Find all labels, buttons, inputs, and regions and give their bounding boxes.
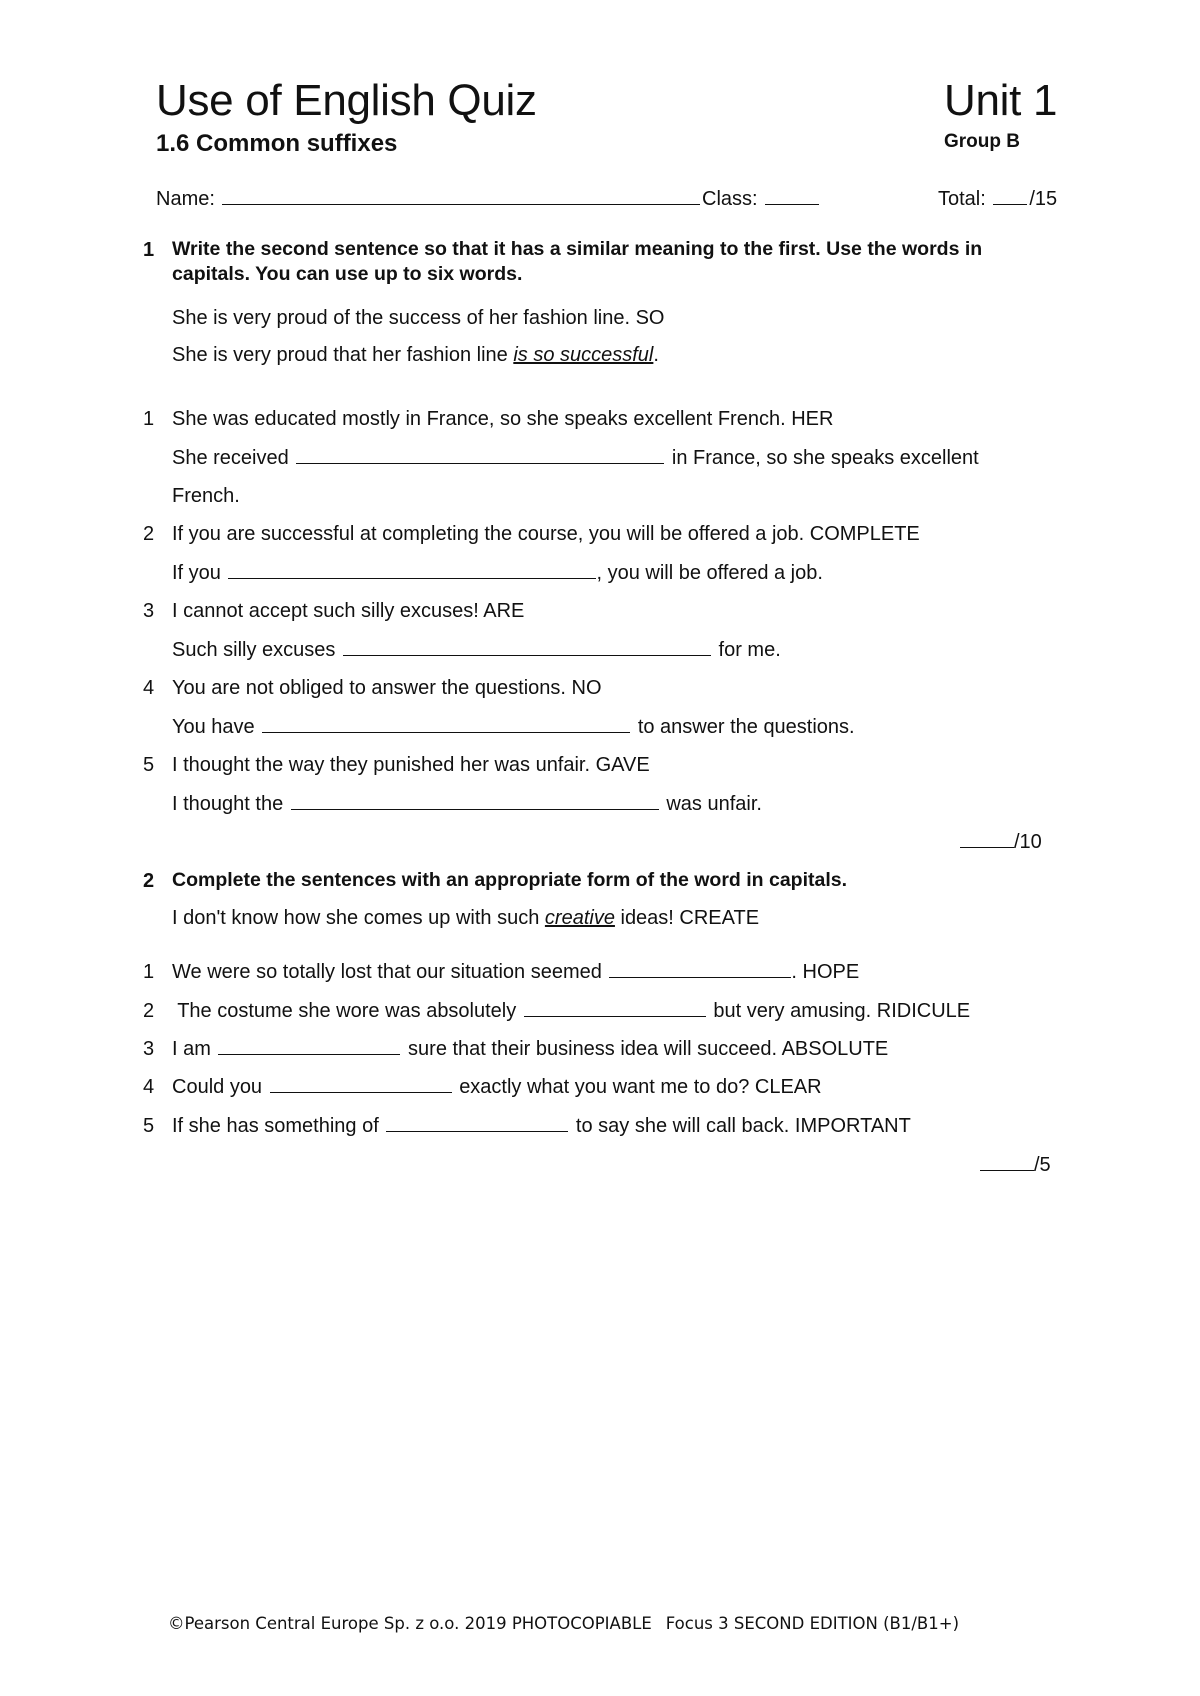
item-after: exactly what you want me to do? CLEAR bbox=[459, 1076, 822, 1098]
rewrite-after: for me. bbox=[718, 639, 781, 661]
exercise-2-number: 2 bbox=[143, 870, 155, 892]
group-label: Group B bbox=[944, 131, 1020, 152]
ex1-item-number: 4 bbox=[143, 677, 155, 699]
exercise-2-instruction: Complete the sentences with an appropriate form of the word in capitals. bbox=[172, 869, 848, 891]
answer-blank[interactable] bbox=[386, 1115, 568, 1132]
answer-blank[interactable] bbox=[228, 562, 596, 579]
ex2-item-number: 4 bbox=[143, 1076, 155, 1098]
item-after: . HOPE bbox=[791, 961, 860, 983]
class-label: Class: bbox=[702, 188, 758, 210]
score-blank[interactable] bbox=[980, 1154, 1034, 1171]
item-before: The costume she wore was absolutely bbox=[172, 1000, 517, 1022]
rewrite-before: She received bbox=[172, 447, 289, 469]
rewrite-after: , you will be offered a job. bbox=[596, 562, 823, 584]
ex2-item-number: 2 bbox=[143, 1000, 155, 1022]
score-blank[interactable] bbox=[960, 831, 1014, 848]
footer bbox=[168, 1614, 959, 1634]
ex1-item-rewrite bbox=[172, 638, 781, 662]
example-rewrite-before: She is very proud that her fashion line bbox=[172, 344, 514, 366]
ex1-item-sentence: You are not obliged to answer the questions. NO bbox=[172, 677, 602, 699]
exercise-1-example-sentence: She is very proud of the success of her fashion line. SO bbox=[172, 307, 665, 329]
item-after: sure that their business idea will succeed. ABSOLUTE bbox=[408, 1038, 889, 1060]
ex2-item-number: 1 bbox=[143, 961, 155, 983]
ex2-item-number: 5 bbox=[143, 1115, 155, 1137]
example-answer: creative bbox=[544, 907, 615, 929]
footer-copyright: ©Pearson Central Europe Sp. z o.o. 2019 PHOTOCOPIABLE bbox=[168, 1614, 652, 1633]
answer-blank[interactable] bbox=[291, 793, 659, 810]
ex1-item-sentence: If you are successful at completing the course, you will be offered a job. COMPLETE bbox=[172, 523, 920, 545]
total-blank[interactable] bbox=[993, 188, 1027, 205]
rewrite-before: If you bbox=[172, 562, 221, 584]
item-before: I am bbox=[172, 1038, 211, 1060]
ex1-item-sentence: I cannot accept such silly excuses! ARE bbox=[172, 600, 525, 622]
rewrite-before: I thought the bbox=[172, 793, 284, 815]
ex1-item-rewrite bbox=[172, 561, 823, 585]
answer-blank[interactable] bbox=[343, 639, 711, 656]
answer-blank[interactable] bbox=[218, 1038, 400, 1055]
ex1-item-rewrite-continued: French. bbox=[172, 485, 240, 507]
exercise-1-instruction: Write the second sentence so that it has a similar meaning to the first. Use the words in capitals. You can use up to six words. bbox=[172, 238, 983, 285]
item-after: to say she will call back. IMPORTANT bbox=[575, 1115, 911, 1137]
ex1-item-rewrite bbox=[172, 715, 855, 739]
rewrite-before: Such silly excuses bbox=[172, 639, 336, 661]
score-total: /5 bbox=[1034, 1154, 1051, 1176]
ex2-item bbox=[172, 960, 859, 984]
ex1-item-rewrite bbox=[172, 792, 762, 816]
rewrite-before: You have bbox=[172, 716, 255, 738]
ex1-item-number: 3 bbox=[143, 600, 155, 622]
name-field bbox=[156, 187, 702, 211]
total-label: Total: bbox=[938, 188, 986, 210]
ex1-item-number: 5 bbox=[143, 754, 155, 776]
exercise-2-score bbox=[980, 1153, 1051, 1177]
item-before: If she has something of bbox=[172, 1115, 379, 1137]
item-after: but very amusing. RIDICULE bbox=[713, 1000, 971, 1022]
class-blank[interactable] bbox=[765, 188, 819, 205]
rewrite-after: was unfair. bbox=[666, 793, 762, 815]
answer-blank[interactable] bbox=[296, 447, 664, 464]
page-title: Use of English Quiz bbox=[156, 76, 537, 125]
ex2-item bbox=[172, 1037, 888, 1061]
total-suffix: /15 bbox=[1029, 188, 1058, 210]
ex2-item bbox=[172, 1075, 822, 1099]
rewrite-after: in France, so she speaks excellent bbox=[671, 447, 979, 469]
rewrite-after: to answer the questions. bbox=[637, 716, 855, 738]
answer-blank[interactable] bbox=[609, 961, 791, 978]
item-before: We were so totally lost that our situation seemed bbox=[172, 961, 602, 983]
footer-edition: Focus 3 SECOND EDITION (B1/B1+) bbox=[665, 1614, 960, 1633]
answer-blank[interactable] bbox=[270, 1076, 452, 1093]
ex1-item-number: 1 bbox=[143, 408, 155, 430]
unit-label: Unit 1 bbox=[944, 76, 1058, 125]
page-subtitle: 1.6 Common suffixes bbox=[156, 130, 398, 157]
exercise-1-score bbox=[960, 830, 1042, 854]
answer-blank[interactable] bbox=[524, 1000, 706, 1017]
example-after: ideas! CREATE bbox=[614, 907, 760, 929]
ex2-item bbox=[172, 999, 970, 1023]
exercise-1-number: 1 bbox=[143, 239, 155, 261]
class-field bbox=[702, 187, 821, 211]
item-before: Could you bbox=[172, 1076, 263, 1098]
ex2-item bbox=[172, 1114, 911, 1138]
ex1-item-sentence: I thought the way they punished her was unfair. GAVE bbox=[172, 754, 650, 776]
answer-blank[interactable] bbox=[262, 716, 630, 733]
example-rewrite-answer: is so successful bbox=[513, 344, 654, 366]
total-field bbox=[938, 187, 1057, 211]
ex1-item-sentence: She was educated mostly in France, so she speaks excellent French. HER bbox=[172, 408, 834, 430]
exercise-2-example bbox=[172, 906, 759, 930]
example-before: I don't know how she comes up with such bbox=[172, 907, 545, 929]
example-rewrite-after: . bbox=[653, 344, 659, 366]
name-label: Name: bbox=[156, 188, 215, 210]
score-total: /10 bbox=[1014, 831, 1042, 853]
exercise-1-example-rewrite bbox=[172, 343, 659, 367]
ex1-item-number: 2 bbox=[143, 523, 155, 545]
ex2-item-number: 3 bbox=[143, 1038, 155, 1060]
name-blank[interactable] bbox=[222, 188, 700, 205]
ex1-item-rewrite bbox=[172, 446, 979, 470]
